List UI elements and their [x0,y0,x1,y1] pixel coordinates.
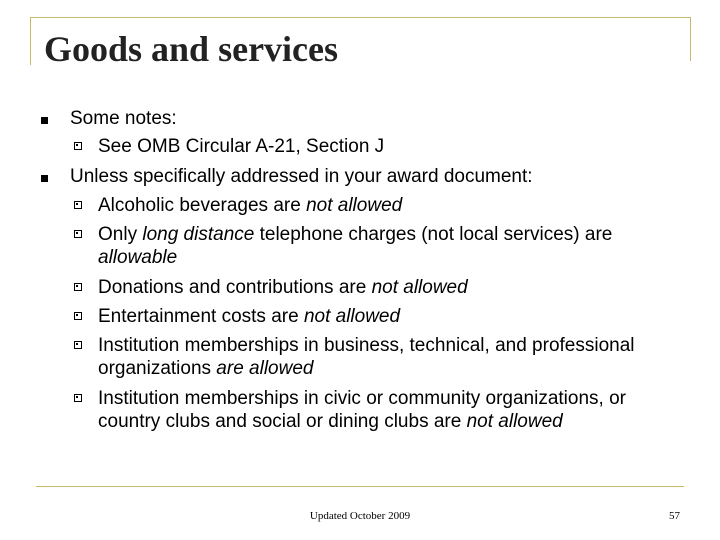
italic-text-run: not allowed [371,277,468,298]
text-run: Alcoholic beverages are [98,195,307,216]
sub-bullet-entertainment [98,305,678,328]
hollow-square-bullet-icon [74,283,82,291]
sub-bullet-alcoholic-beverages [98,194,678,217]
footer-divider [36,486,684,487]
square-bullet-icon [41,175,48,182]
italic-text-run: allowable [98,247,178,268]
italic-text-run: not allowed [466,411,563,432]
text-run: Institution memberships in business, technical, and professional organizations [98,335,635,379]
sub-bullet-business-memberships [98,334,678,380]
text-run: telephone charges (not local services) are [254,224,613,245]
page-number: 57 [669,510,680,522]
text-run: Donations and contributions are [98,277,372,298]
sub-bullet-donations [98,276,678,299]
hollow-square-bullet-icon [74,142,82,150]
hollow-square-bullet-icon [74,394,82,402]
sub-bullet-telephone-charges [98,223,678,269]
italic-text-run: long distance [142,224,255,245]
text-run: Only [98,224,143,245]
slide-title: Goods and services [44,29,339,69]
bullet-some-notes: Some notes: [70,108,177,129]
hollow-square-bullet-icon [74,230,82,238]
italic-text-run: not allowed [306,195,403,216]
sub-bullet-omb-circular [98,135,678,158]
hollow-square-bullet-icon [74,201,82,209]
sub-bullet-civic-memberships [98,387,678,433]
hollow-square-bullet-icon [74,312,82,320]
footer-date: Updated October 2009 [309,510,411,522]
text-run: Entertainment costs are [98,306,304,327]
bullet-unless-specified: Unless specifically addressed in your award document: [70,166,533,187]
italic-text-run: not allowed [303,306,401,327]
square-bullet-icon [41,117,48,124]
text-run: Institution memberships in civic or community organizations, or country clubs and social or dining clubs are [98,388,626,432]
text-run: See OMB Circular A-21, Section J [98,136,385,157]
italic-text-run: are allowed [216,358,314,379]
hollow-square-bullet-icon [74,341,82,349]
